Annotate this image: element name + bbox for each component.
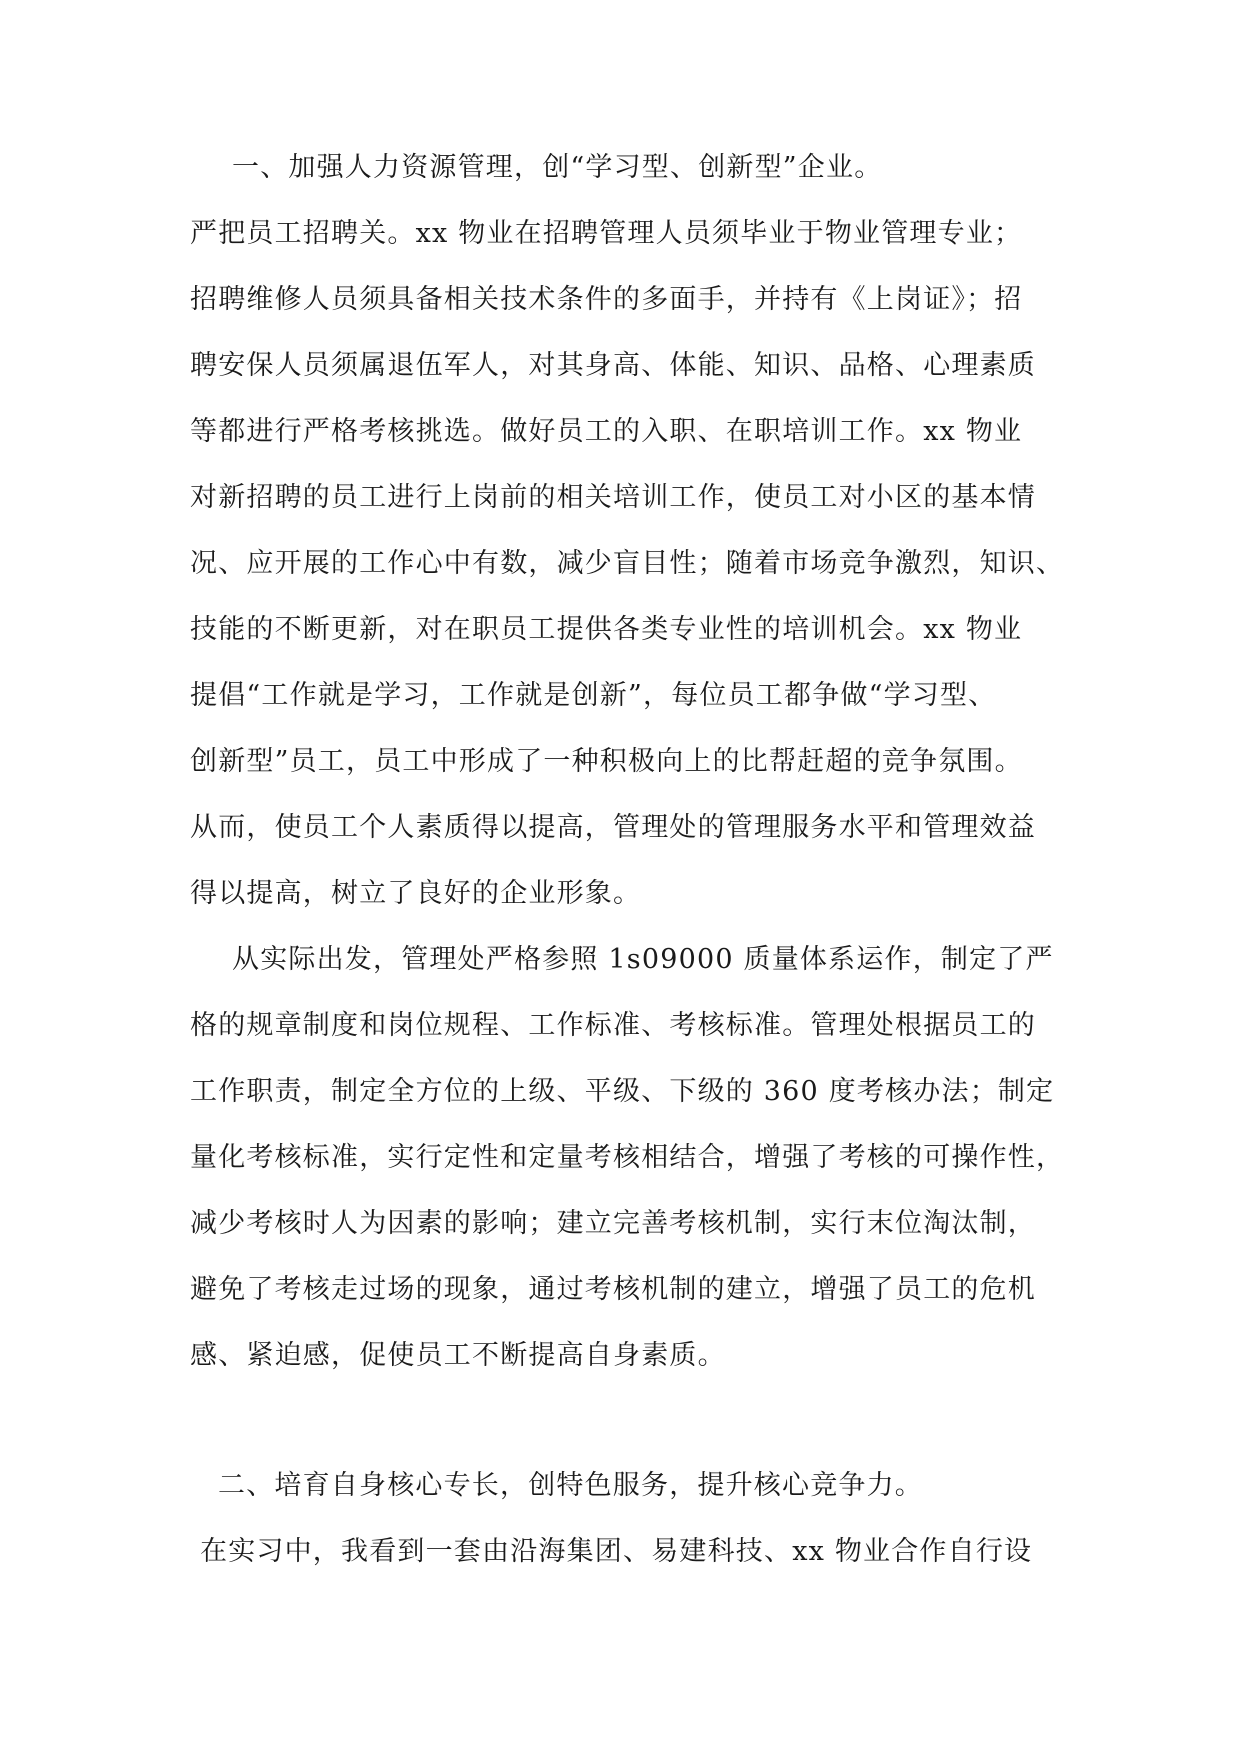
paragraph-line: 提倡“工作就是学习，工作就是创新”，每位员工都争做“学习型、 (190, 680, 997, 711)
paragraph-line: 减少考核时人为因素的影响；建立完善考核机制，实行末位淘汰制， (190, 1208, 1036, 1239)
paragraph-line: 工作职责，制定全方位的上级、平级、下级的 360 度考核办法；制定 (190, 1076, 1055, 1107)
paragraph-line: 格的规章制度和岗位规程、工作标准、考核标准。管理处根据员工的 (190, 1010, 1036, 1041)
paragraph-line: 况、应开展的工作心中有数，减少盲目性；随着市场竞争激烈，知识、 (190, 548, 1065, 579)
paragraph-line: 从实际出发，管理处严格参照 1s09000 质量体系运作，制定了严 (232, 944, 1054, 975)
paragraph-line: 感、紧迫感，促使员工不断提高自身素质。 (190, 1340, 726, 1371)
paragraph-line: 严把员工招聘关。xx 物业在招聘管理人员须毕业于物业管理专业； (190, 218, 1023, 249)
paragraph-line: 创新型”员工，员工中形成了一种积极向上的比帮赶超的竞争氛围。 (190, 746, 1023, 777)
paragraph-line: 技能的不断更新，对在职员工提供各类专业性的培训机会。xx 物业 (190, 614, 1023, 645)
section-2-heading: 二、培育自身核心专长，创特色服务，提升核心竞争力。 (218, 1470, 923, 1501)
paragraph-line: 量化考核标准，实行定性和定量考核相结合，增强了考核的可操作性， (190, 1142, 1065, 1173)
paragraph-line: 从而，使员工个人素质得以提高，管理处的管理服务水平和管理效益 (190, 812, 1036, 843)
paragraph-line: 等都进行严格考核挑选。做好员工的入职、在职培训工作。xx 物业 (190, 416, 1023, 447)
paragraph-line: 聘安保人员须属退伍军人，对其身高、体能、知识、品格、心理素质 (190, 350, 1036, 381)
paragraph-line: 避免了考核走过场的现象，通过考核机制的建立，增强了员工的危机 (190, 1274, 1036, 1305)
section-1-heading: 一、加强人力资源管理，创“学习型、创新型”企业。 (232, 152, 883, 183)
paragraph-line: 在实习中，我看到一套由沿海集团、易建科技、xx 物业合作自行设 (200, 1536, 1033, 1567)
paragraph-line: 得以提高，树立了良好的企业形象。 (190, 878, 642, 909)
paragraph-line: 对新招聘的员工进行上岗前的相关培训工作，使员工对小区的基本情 (190, 482, 1036, 513)
paragraph-line: 招聘维修人员须具备相关技术条件的多面手，并持有《上岗证》；招 (190, 284, 1023, 315)
